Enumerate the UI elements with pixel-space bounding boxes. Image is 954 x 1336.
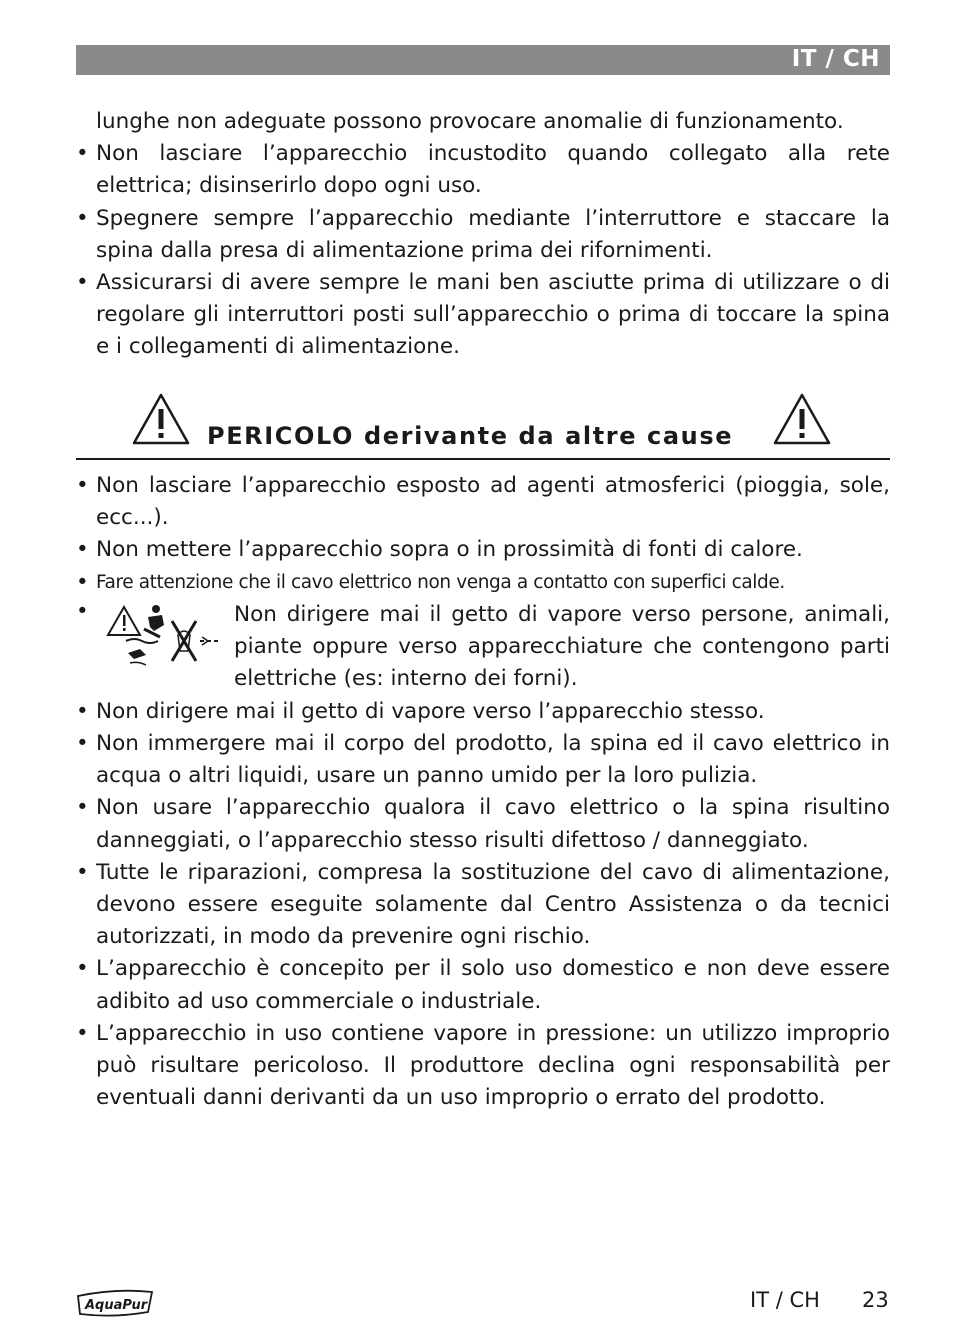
intro-block (76, 106, 890, 364)
list-item (76, 696, 890, 728)
list-item (76, 728, 890, 792)
list-item (76, 1018, 890, 1115)
list-item (76, 203, 890, 267)
bullet-dot: • (76, 698, 89, 724)
list-item-text: Non lasciare l’apparecchio incustodito quando collegato alla rete elettrica; disinserirlo dopo ogni uso. (96, 141, 890, 199)
bullet-dot: • (76, 141, 89, 167)
list-item-text: Non lasciare l’apparecchio esposto ad agenti atmosferici (pioggia, sole, ecc...). (96, 473, 890, 531)
bullet-dot: • (76, 270, 89, 296)
bullet-dot: • (76, 537, 89, 563)
page-number: 23 (862, 1288, 889, 1312)
list-item (76, 267, 890, 364)
list-item-text: Non dirigere mai il getto di vapore verso persone, animali, piante oppure verso apparecchiature che contengono parti elettriche (es: interno dei forni). (234, 601, 890, 692)
header-bar (76, 45, 890, 75)
list-item (76, 857, 890, 954)
logo-text: AquaPur (85, 1298, 148, 1313)
header-language-label: IT / CH (791, 46, 880, 72)
aquapur-logo (76, 1288, 156, 1318)
bullet-dot: • (76, 205, 89, 231)
list-item (76, 567, 890, 599)
list-item (76, 599, 890, 696)
list-item-text: Spegnere sempre l’apparecchio mediante l’interruttore e staccare la spina dalla presa di alimentazione prima dei rifornimenti. (96, 205, 890, 263)
intro-continuation: lunghe non adeguate possono provocare anomalie di funzionamento. (96, 109, 844, 134)
bullet-dot: • (76, 731, 89, 757)
list-item-text: Assicurarsi di avere sempre le mani ben asciutte prima di utilizzare o di regolare gli interruttori posti sull’apparecchio o prima di toccare la spina e i collegamenti di alimentazione. (96, 270, 890, 360)
bullet-dot: • (76, 569, 89, 595)
section-heading-text: PERICOLO derivante da altre cause (207, 422, 734, 450)
bullet-dot: • (76, 859, 89, 885)
warning-triangle-icon (772, 392, 832, 446)
list-item-text: Tutte le riparazioni, compresa la sostituzione del cavo di alimentazione, devono essere eseguite solamente dal Centro Assistenza o da tecnici autorizzati, in modo da prevenire ogni rischio. (96, 859, 890, 950)
list-item-text: L’apparecchio è concepito per il solo uso domestico e non deve essere adibito ad uso commerciale o industriale. (96, 956, 890, 1014)
list-item-text: Non dirigere mai il getto di vapore verso l’apparecchio stesso. (96, 698, 765, 724)
bullet-dot: • (76, 473, 89, 498)
list-item (76, 138, 890, 202)
list-item (76, 534, 890, 566)
list-item-text: Non usare l’apparecchio qualora il cavo elettrico o la spina risultino danneggiati, o l’apparecchio stesso risulti difettoso / danneggiato. (96, 795, 890, 853)
list-item-text: Non mettere l’apparecchio sopra o in prossimità di fonti di calore. (96, 537, 803, 563)
section-body (76, 470, 890, 1114)
bullet-dot: • (76, 956, 89, 982)
warning-triangle-icon (131, 392, 191, 446)
list-item-text: Non immergere mai il corpo del prodotto, la spina ed il cavo elettrico in acqua o altri liquidi, usare un panno umido per la loro pulizia. (96, 731, 890, 789)
bullet-dot: • (76, 598, 89, 624)
list-item (76, 953, 890, 1017)
list-item-text: L’apparecchio in uso contiene vapore in pressione: un utilizzo improprio può risultare pericoloso. Il produttore declina ogni responsabilità per eventuali danni derivanti da un uso improprio o errato del prodotto. (96, 1020, 890, 1111)
footer-language-label: IT / CH (750, 1288, 820, 1312)
bullet-dot: • (76, 795, 89, 821)
section-heading (76, 392, 890, 460)
bullet-dot: • (76, 1020, 89, 1046)
list-item (76, 792, 890, 856)
steam-warning-pictogram-icon (104, 601, 222, 671)
list-item (76, 470, 890, 534)
list-item-text: Fare attenzione che il cavo elettrico non venga a contatto con superfici calde. (96, 571, 785, 593)
